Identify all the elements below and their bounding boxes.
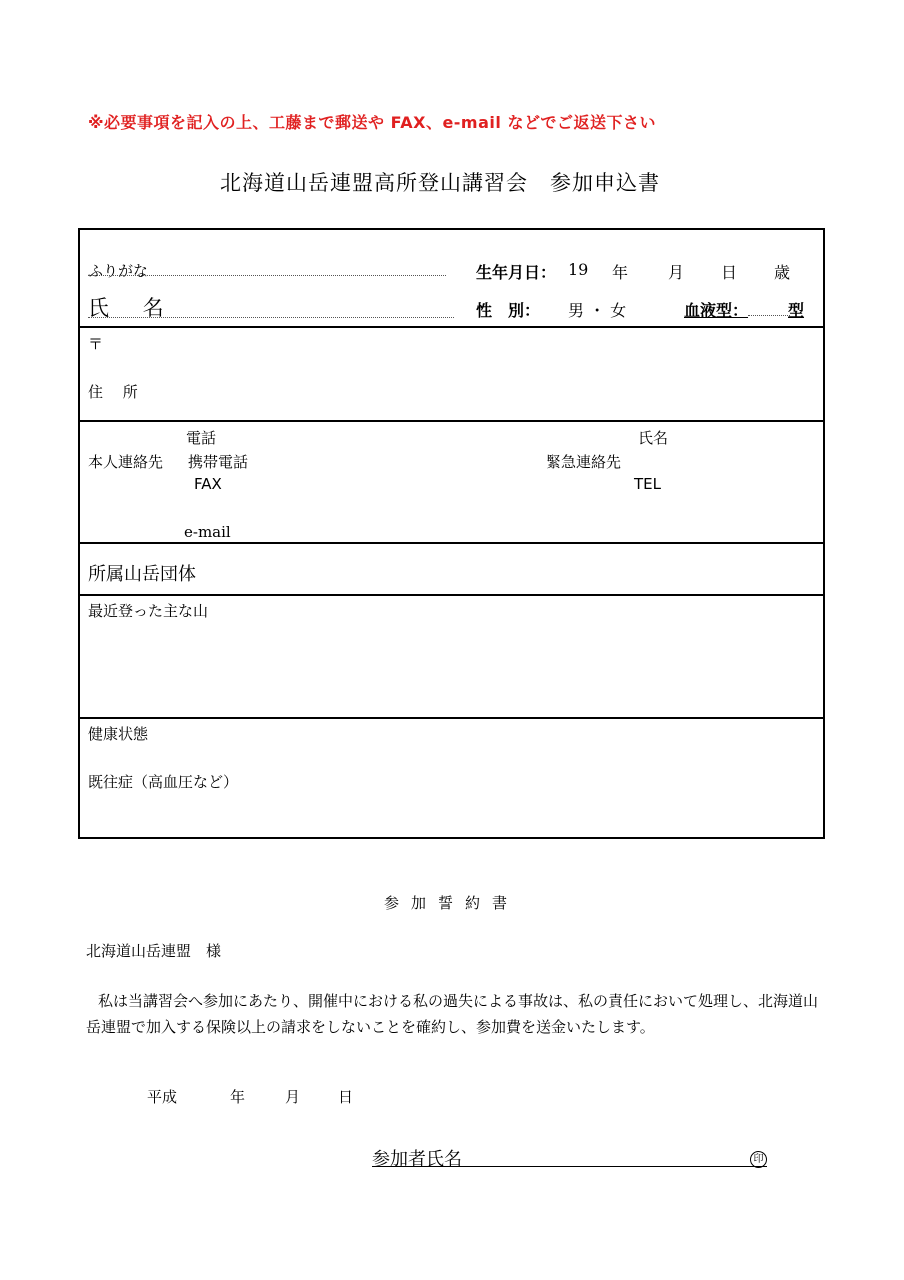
email-label: e-mail — [184, 523, 231, 541]
name-field[interactable] — [88, 317, 454, 318]
application-form — [78, 228, 825, 839]
divider — [80, 420, 823, 422]
date-month-unit: 月 — [285, 1088, 301, 1106]
mobile-label: 携帯電話 — [188, 453, 249, 471]
health-label: 健康状態 — [88, 725, 149, 743]
recent-mountains-label: 最近登った主な山 — [88, 602, 209, 620]
blood-type-unit: 型 — [788, 301, 805, 320]
birth-year-prefix: 19 — [568, 260, 589, 279]
address-label: 住 所 — [88, 383, 138, 401]
birth-day-unit: 日 — [721, 263, 738, 282]
fax-label: FAX — [194, 475, 222, 493]
blood-type-label: 血液型： — [684, 301, 749, 320]
date-year-unit: 年 — [230, 1088, 246, 1106]
medical-history-label: 既往症（高血圧など） — [88, 773, 239, 791]
emergency-contact-label: 緊急連絡先 — [546, 453, 622, 471]
date-day-unit: 日 — [338, 1088, 354, 1106]
furigana-label: ふりがな — [88, 262, 149, 280]
divider — [80, 542, 823, 544]
divider — [80, 326, 823, 328]
sex-options[interactable]: 男 ・ 女 — [568, 301, 627, 320]
emergency-name-label: 氏名 — [638, 429, 669, 447]
self-contact-label: 本人連絡先 — [88, 453, 164, 471]
blood-type-field[interactable] — [748, 315, 790, 316]
pledge-addressee: 北海道山岳連盟 様 — [86, 942, 222, 960]
seal-icon: 印 — [750, 1151, 767, 1168]
participant-name-label: 参加者氏名 — [372, 1149, 462, 1170]
furigana-field[interactable] — [88, 275, 446, 276]
seal-mark — [750, 1147, 767, 1168]
pledge-title: 参加誓約書 — [384, 894, 520, 912]
emergency-tel-label: TEL — [634, 475, 661, 493]
participant-signature-line[interactable] — [372, 1166, 767, 1167]
birth-year-unit: 年 — [612, 263, 629, 282]
postal-mark: 〒 — [88, 335, 104, 353]
date-era: 平成 — [147, 1088, 178, 1106]
name-label: 氏 名 — [88, 296, 166, 320]
divider — [80, 717, 823, 719]
instruction-notice: ※必要事項を記入の上、工藤まで郵送や FAX、e-mail などでご返送下さい — [88, 113, 656, 132]
birthdate-label: 生年月日： — [476, 263, 557, 282]
phone-label: 電話 — [186, 429, 217, 447]
sex-label: 性 別： — [476, 301, 541, 320]
divider — [80, 594, 823, 596]
club-label: 所属山岳団体 — [88, 564, 196, 585]
page-title: 北海道山岳連盟高所登山講習会 参加申込書 — [220, 171, 660, 195]
pledge-body: 私は当講習会へ参加にあたり、開催中における私の過失による事故は、私の責任において処理し、北海道山岳連盟で加入する保険以上の請求をしないことを確約し、参加費を送金いたします。 — [86, 992, 819, 1036]
age-unit: 歳 — [774, 263, 791, 282]
birth-month-unit: 月 — [668, 263, 685, 282]
